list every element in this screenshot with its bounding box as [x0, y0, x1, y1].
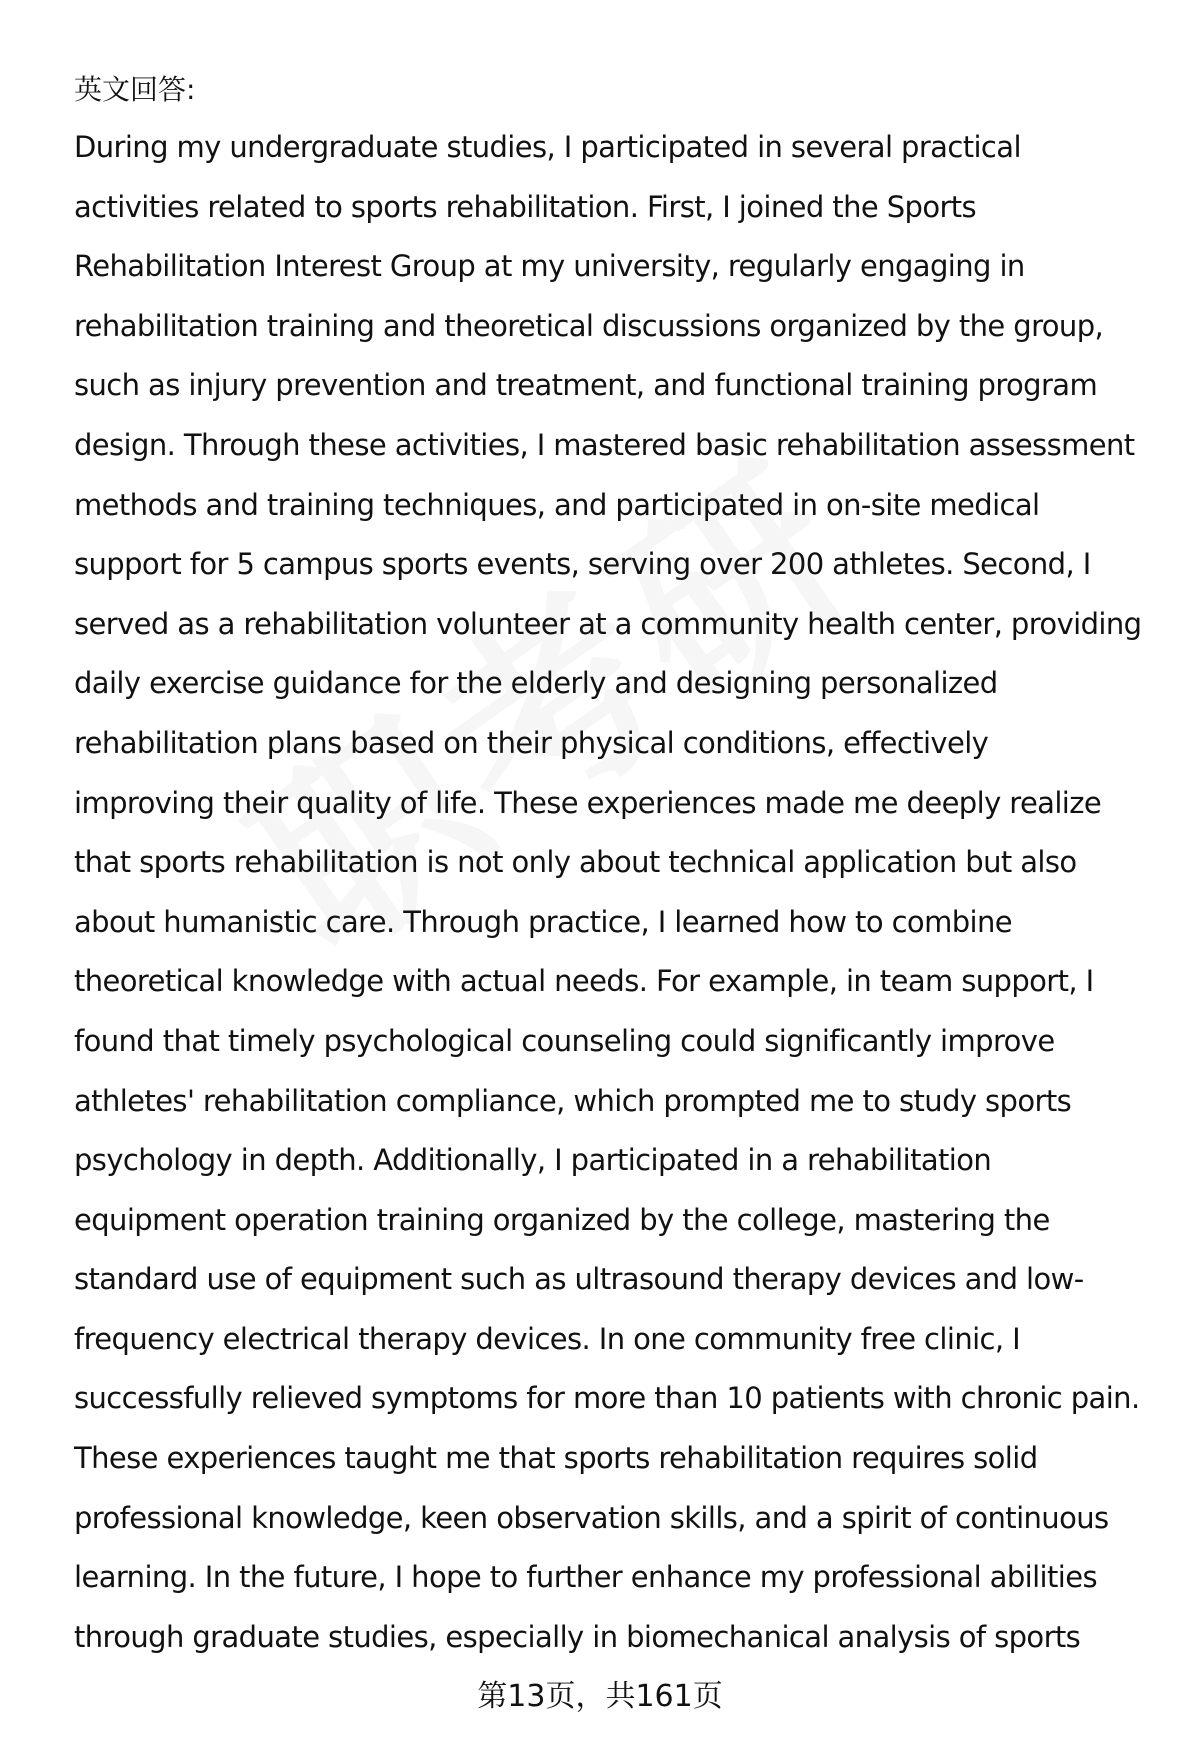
paragraph-line: These experiences taught me that sports rehabilitation requires solid	[74, 1441, 1038, 1476]
paragraph-line: psychology in depth. Additionally, I participated in a rehabilitation	[74, 1143, 992, 1178]
paragraph-line: served as a rehabilitation volunteer at a community health center, providing	[74, 606, 1142, 641]
page-number: 第13页，共161页	[477, 1679, 723, 1714]
paragraph-line: daily exercise guidance for the elderly and designing personalized	[74, 666, 998, 701]
paragraph-line: theoretical knowledge with actual needs. For example, in team support, I	[74, 964, 1094, 999]
paragraph-line: equipment operation training organized by the college, mastering the	[74, 1202, 1050, 1237]
paragraph-line: methods and training techniques, and participated in on-site medical	[74, 487, 1040, 522]
paragraph-line: activities related to sports rehabilitation. First, I joined the Sports	[74, 189, 977, 224]
paragraph-line: support for 5 campus sports events, serving over 200 athletes. Second, I	[74, 547, 1091, 582]
paragraph-line: rehabilitation training and theoretical discussions organized by the group,	[74, 308, 1104, 343]
answer-paragraph	[74, 118, 1164, 1667]
paragraph-line: design. Through these activities, I mastered basic rehabilitation assessment	[74, 427, 1135, 462]
paragraph-line: professional knowledge, keen observation skills, and a spirit of continuous	[74, 1500, 1109, 1535]
paragraph-line: through graduate studies, especially in biomechanical analysis of sports	[74, 1619, 1081, 1654]
paragraph-line: improving their quality of life. These experiences made me deeply realize	[74, 785, 1102, 820]
paragraph-line: standard use of equipment such as ultrasound therapy devices and low-	[74, 1262, 1084, 1297]
paragraph-line: that sports rehabilitation is not only about technical application but also	[74, 845, 1077, 880]
paragraph-line: such as injury prevention and treatment, and functional training program	[74, 368, 1098, 403]
paragraph-line: athletes' rehabilitation compliance, which prompted me to study sports	[74, 1083, 1072, 1118]
paragraph-line: about humanistic care. Through practice, I learned how to combine	[74, 904, 1013, 939]
section-heading: 英文回答:	[74, 73, 196, 106]
paragraph-line: During my undergraduate studies, I participated in several practical	[74, 130, 1021, 164]
paragraph-line: frequency electrical therapy devices. In one community free clinic, I	[74, 1321, 1021, 1356]
paragraph-line: learning. In the future, I hope to further enhance my professional abilities	[74, 1560, 1097, 1595]
paragraph-line: found that timely psychological counseling could significantly improve	[74, 1023, 1055, 1058]
paragraph-line: successfully relieved symptoms for more than 10 patients with chronic pain.	[74, 1381, 1140, 1416]
paragraph-line: Rehabilitation Interest Group at my university, regularly engaging in	[74, 249, 1025, 284]
paragraph-line: rehabilitation plans based on their physical conditions, effectively	[74, 725, 989, 760]
